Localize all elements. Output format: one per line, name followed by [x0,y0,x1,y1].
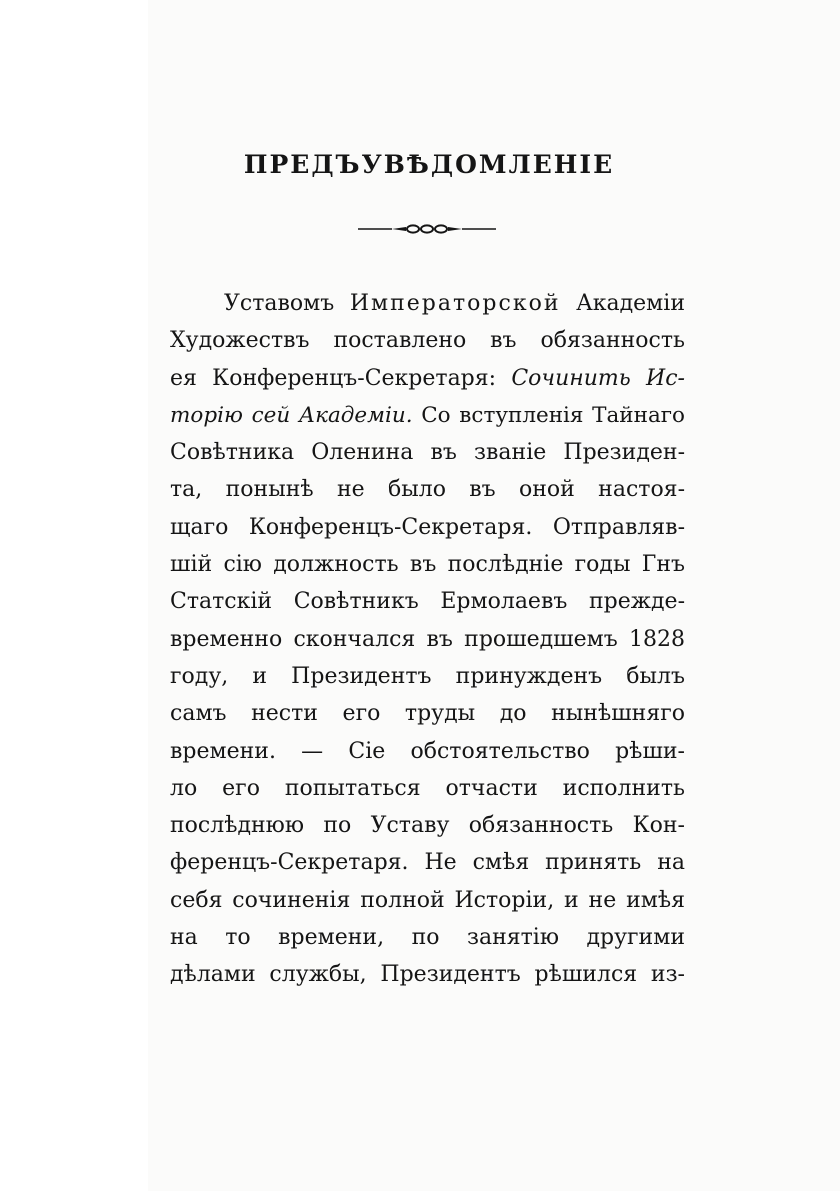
text-line: временно скончался въ прошедшемъ 1828 [170,626,685,652]
ornament-divider-icon [356,220,498,238]
text-line: торію сей Академіи. Со вступленія Тайнаго [170,402,685,428]
text-line: Художествъ поставлено въ обязанность [170,328,685,354]
text-line: шій сію должность въ послѣдніе годы Гнъ [170,552,685,578]
text-line: Статскій Совѣтникъ Ермолаевъ прежде- [170,589,685,615]
text-line: послѣднюю по Уставу обязанность Кон- [170,813,685,839]
text-line: дѣлами службы, Президентъ рѣшился из- [170,962,685,988]
text-line: времени. — Сіе обстоятельство рѣши- [170,738,685,764]
page-title: ПРЕДЪУВѢДОМЛЕНІЕ [243,150,615,179]
text-line: Уставомъ Императорской Академіи [224,291,685,316]
text-line: ея Конференцъ-Секретаря: Сочинить Ис- [170,365,685,391]
text-line: себя сочиненія полной Исторіи, и не имѣя [170,887,685,913]
body-text [170,285,685,994]
text-line: самъ нести его труды до нынѣшняго [170,701,685,727]
text-line: та, понынѣ не было въ оной настоя- [170,477,685,503]
text-line: Совѣтника Оленина въ званіе Президен- [170,440,685,466]
text-line: на то времени, по занятію другими [170,925,685,951]
text-line: щаго Конференцъ-Секретаря. Отправляв- [170,514,685,540]
text-line: году, и Президентъ принужденъ былъ [170,663,685,689]
text-line: ференцъ-Секретаря. Не смѣя принять на [170,850,685,876]
text-line: ло его попытаться отчасти исполнить [170,775,685,801]
